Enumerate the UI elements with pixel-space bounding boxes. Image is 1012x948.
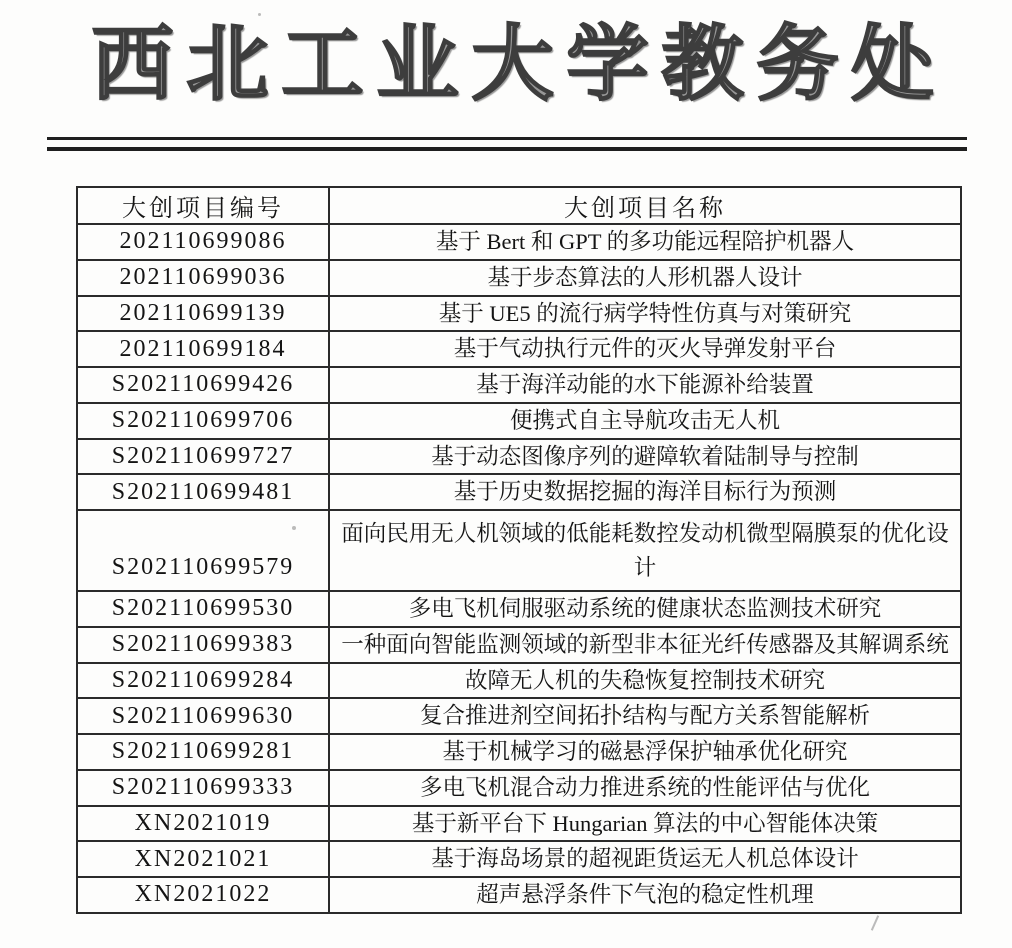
table-row <box>77 439 961 475</box>
project-id-cell: S202110699383 <box>77 627 329 663</box>
scan-artifact <box>871 915 879 930</box>
project-name-cell: 多电飞机混合动力推进系统的性能评估与优化 <box>329 770 961 806</box>
projects-table <box>76 186 962 914</box>
project-id-cell: 202110699184 <box>77 331 329 367</box>
project-id-cell: XN2021022 <box>77 877 329 913</box>
table-row <box>77 260 961 296</box>
project-name-cell: 面向民用无人机领域的低能耗数控发动机微型隔膜泵的优化设计 <box>329 510 961 591</box>
project-name-cell: 基于步态算法的人形机器人设计 <box>329 260 961 296</box>
project-id-cell: 202110699086 <box>77 224 329 260</box>
project-name-cell: 基于 Bert 和 GPT 的多功能远程陪护机器人 <box>329 224 961 260</box>
column-header-project-id: 大创项目编号 <box>77 187 329 224</box>
table-row <box>77 734 961 770</box>
table-row <box>77 698 961 734</box>
project-id-cell: 202110699036 <box>77 260 329 296</box>
divider-line-bottom <box>47 147 967 151</box>
project-name-cell: 故障无人机的失稳恢复控制技术研究 <box>329 663 961 699</box>
project-name-cell: 便携式自主导航攻击无人机 <box>329 403 961 439</box>
project-name-cell: 基于气动执行元件的灭火导弹发射平台 <box>329 331 961 367</box>
table-row <box>77 841 961 877</box>
project-id-cell: S202110699426 <box>77 367 329 403</box>
table-row <box>77 331 961 367</box>
project-name-cell: 基于机械学习的磁悬浮保护轴承优化研究 <box>329 734 961 770</box>
table-row <box>77 770 961 806</box>
masthead-divider <box>47 137 967 151</box>
project-id-cell: S202110699630 <box>77 698 329 734</box>
scan-speck <box>258 13 261 16</box>
table-row <box>77 663 961 699</box>
project-id-cell: S202110699727 <box>77 439 329 475</box>
project-id-cell: XN2021019 <box>77 806 329 842</box>
project-id-cell: S202110699281 <box>77 734 329 770</box>
project-id-cell: S202110699284 <box>77 663 329 699</box>
table-row <box>77 591 961 627</box>
table-header-row <box>77 187 961 224</box>
project-name-cell: 基于 UE5 的流行病学特性仿真与对策研究 <box>329 296 961 332</box>
project-name-cell: 基于海洋动能的水下能源补给装置 <box>329 367 961 403</box>
scan-speck <box>292 526 296 530</box>
project-id-cell: XN2021021 <box>77 841 329 877</box>
table-row <box>77 296 961 332</box>
project-name-cell: 超声悬浮条件下气泡的稳定性机理 <box>329 877 961 913</box>
table-row <box>77 877 961 913</box>
table-row <box>77 627 961 663</box>
table-row <box>77 367 961 403</box>
project-id-cell: S202110699579 <box>77 510 329 591</box>
project-name-cell: 多电飞机伺服驱动系统的健康状态监测技术研究 <box>329 591 961 627</box>
project-id-cell: S202110699530 <box>77 591 329 627</box>
project-id-cell: S202110699333 <box>77 770 329 806</box>
project-name-cell: 复合推进剂空间拓扑结构与配方关系智能解析 <box>329 698 961 734</box>
project-name-cell: 基于动态图像序列的避障软着陆制导与控制 <box>329 439 961 475</box>
project-name-cell: 基于海岛场景的超视距货运无人机总体设计 <box>329 841 961 877</box>
project-name-cell: 基于新平台下 Hungarian 算法的中心智能体决策 <box>329 806 961 842</box>
table-row <box>77 403 961 439</box>
table-row <box>77 224 961 260</box>
project-id-cell: S202110699481 <box>77 474 329 510</box>
project-id-cell: S202110699706 <box>77 403 329 439</box>
table-row <box>77 806 961 842</box>
page-title: 西北工业大学教务处 <box>91 19 947 110</box>
table-row <box>77 510 961 591</box>
divider-line-top <box>47 137 967 140</box>
column-header-project-name: 大创项目名称 <box>329 187 961 224</box>
table-row <box>77 474 961 510</box>
project-name-cell: 一种面向智能监测领域的新型非本征光纤传感器及其解调系统 <box>329 627 961 663</box>
project-id-cell: 202110699139 <box>77 296 329 332</box>
project-name-cell: 基于历史数据挖掘的海洋目标行为预测 <box>329 474 961 510</box>
